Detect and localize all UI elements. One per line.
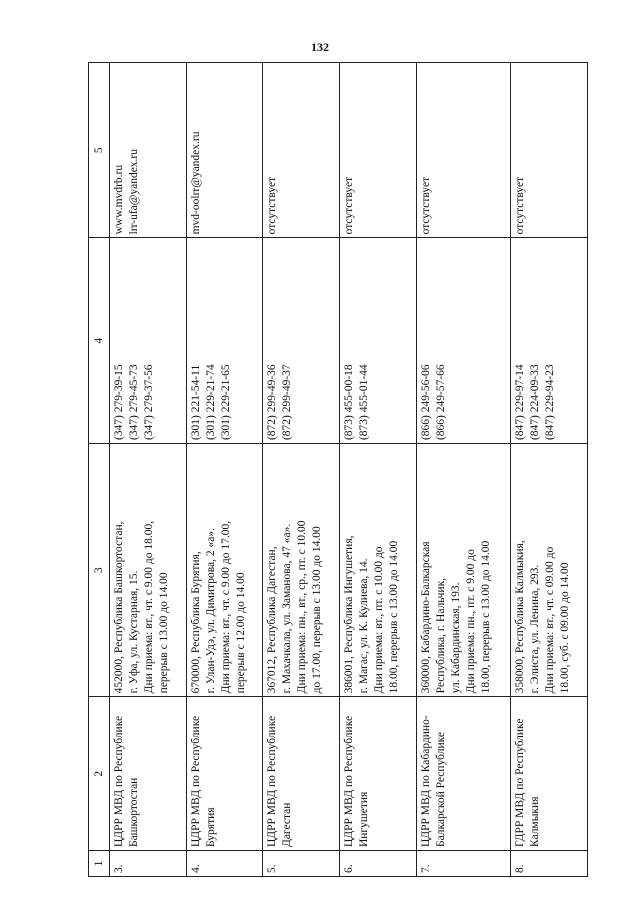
address-line: Республика, г. Нальчик, <box>434 577 447 694</box>
contact-line: отсутствует <box>419 176 432 235</box>
header-cell: 4 <box>89 238 110 444</box>
table-row <box>186 63 263 877</box>
phone-cell <box>263 238 340 444</box>
phone-number: (873) 455-00-18 <box>343 364 356 441</box>
table-body <box>110 63 588 877</box>
table-row <box>340 63 417 877</box>
contact-line: отсутствует <box>266 176 279 235</box>
address-line: Дни приема: вт., чт. с 9.00 до 17.00, <box>219 520 232 694</box>
header-cell: 1 <box>89 851 110 877</box>
address-cell <box>110 444 187 697</box>
header-cell: 5 <box>89 63 110 238</box>
organization-cell: ЦДРР МВД по Республике Ингушетия <box>340 697 417 851</box>
phone-number: (847) 224-09-33 <box>529 364 542 441</box>
phone-number: (847) 229-97-14 <box>514 364 527 441</box>
address-line: Дни приема: вт., чт. с 09.00 до <box>544 546 557 694</box>
row-number-cell: 5. <box>263 851 340 877</box>
address-line: Дни приема: вт., пт. с 10.00 до <box>373 546 386 694</box>
row-number-cell: 6. <box>340 851 417 877</box>
contact-cell <box>186 63 263 238</box>
phone-cell <box>186 238 263 444</box>
address-cell <box>511 444 588 697</box>
address-line: 358000, Республика Калмыкия, <box>514 540 527 694</box>
phone-number: (873) 455-01-44 <box>358 364 371 441</box>
organization-cell: ГДРР МВД по Республике Калмыкия <box>511 697 588 851</box>
phone-number: (301) 229-21-65 <box>219 364 232 441</box>
organization-cell: ЦДРР МВД по Кабардино-Балкарской Республике <box>416 697 510 851</box>
phone-number: (347) 279-45-73 <box>128 364 140 441</box>
address-line: Дни приема: пн., пт. с 9.00 до <box>464 549 477 694</box>
address-line: г. Магас, ул. К. Кулиева, 14. <box>358 558 371 694</box>
phone-number: (866) 249-57-66 <box>434 364 447 441</box>
contact-cell <box>110 63 187 238</box>
address-cell <box>416 444 510 697</box>
page-number: 132 <box>311 40 329 54</box>
row-number-cell: 7. <box>416 851 510 877</box>
contact-line: отсутствует <box>514 176 527 235</box>
address-line: 452000, Республика Башкортостан, <box>113 521 125 694</box>
contact-cell <box>416 63 510 238</box>
address-line: до 17.00, перерыв с 13.00 до 14.00 <box>311 526 324 694</box>
organization-cell: ЦДРР МВД по Республике Бурятия <box>186 697 263 851</box>
address-line: ул. Кабардинская, 193. <box>449 582 462 694</box>
phone-cell <box>340 238 417 444</box>
address-line: Дни приема: пн., вт., ср., пт. с 10.00 <box>296 520 309 694</box>
address-cell <box>340 444 417 697</box>
phone-number: (866) 249-56-06 <box>419 364 432 441</box>
row-number-cell: 8. <box>511 851 588 877</box>
table-row <box>110 63 187 877</box>
phone-cell <box>416 238 510 444</box>
phone-number: (301) 221-54-11 <box>189 364 202 441</box>
phone-number: (347) 279-37-56 <box>143 364 155 441</box>
table-row <box>511 63 588 877</box>
address-line: г. Уфа, ул. Кустарная, 15. <box>128 570 140 694</box>
registry-table <box>88 62 588 877</box>
header-cell: 3 <box>89 444 110 697</box>
address-cell <box>186 444 263 697</box>
header-row <box>89 63 110 877</box>
address-line: перерыв с 12.00 до 14.00 <box>234 572 247 694</box>
table-row <box>263 63 340 877</box>
phone-number: (301) 229-21-74 <box>204 364 217 441</box>
row-number-cell: 3. <box>110 851 187 877</box>
address-line: Дни приема: вт., чт. с 9.00 до 18.00, <box>143 520 155 694</box>
organization-cell: ЦДРР МВД по Республике Дагестан <box>263 697 340 851</box>
table-row <box>416 63 510 877</box>
address-line: г. Элиста, ул. Ленина, 293. <box>529 564 542 694</box>
contact-line: mvd-oolrr@yandex.ru <box>189 131 202 235</box>
address-line: 18.00, перерыв с 13.00 до 14.00 <box>388 540 401 694</box>
phone-number: (872) 299-49-37 <box>281 364 294 441</box>
header-cell: 2 <box>89 697 110 851</box>
phone-number: (347) 279-39-15 <box>113 364 125 441</box>
row-number-cell: 4. <box>186 851 263 877</box>
address-line: 18.00, перерыв с 13.00 до 14.00 <box>479 540 492 694</box>
rotated-table-container <box>88 62 588 877</box>
phone-number: (872) 299-49-36 <box>266 364 279 441</box>
address-line: г. Махачкала, ул. Заманова, 47 «а». <box>281 523 294 694</box>
phone-number: (847) 229-94-23 <box>544 364 557 441</box>
address-line: г. Улан-Удэ, ул. Димитрова, 2 «а». <box>204 528 217 694</box>
address-line: 360000, Кабардино-Балкарская <box>419 541 432 694</box>
organization-cell: ЦДРР МВД по Республике Башкортостан <box>110 697 187 851</box>
address-line: 670000, Республика Бурятия, <box>189 551 202 694</box>
contact-cell <box>263 63 340 238</box>
contact-line: lrr-ufa@yandex.ru <box>128 148 140 235</box>
address-cell <box>263 444 340 697</box>
contact-cell <box>340 63 417 238</box>
address-line: 18.00, суб. с 09.00 до 14.00 <box>559 562 572 694</box>
contact-line: www.mvdrb.ru <box>113 164 125 235</box>
contact-line: отсутствует <box>343 176 356 235</box>
contact-cell <box>511 63 588 238</box>
phone-cell <box>110 238 187 444</box>
address-line: 367012, Республика Дагестан, <box>266 546 279 694</box>
phone-cell <box>511 238 588 444</box>
address-line: 386001, Республика Ингушетия, <box>343 535 356 694</box>
address-line: перерыв с 13.00 до 14.00 <box>158 572 170 694</box>
